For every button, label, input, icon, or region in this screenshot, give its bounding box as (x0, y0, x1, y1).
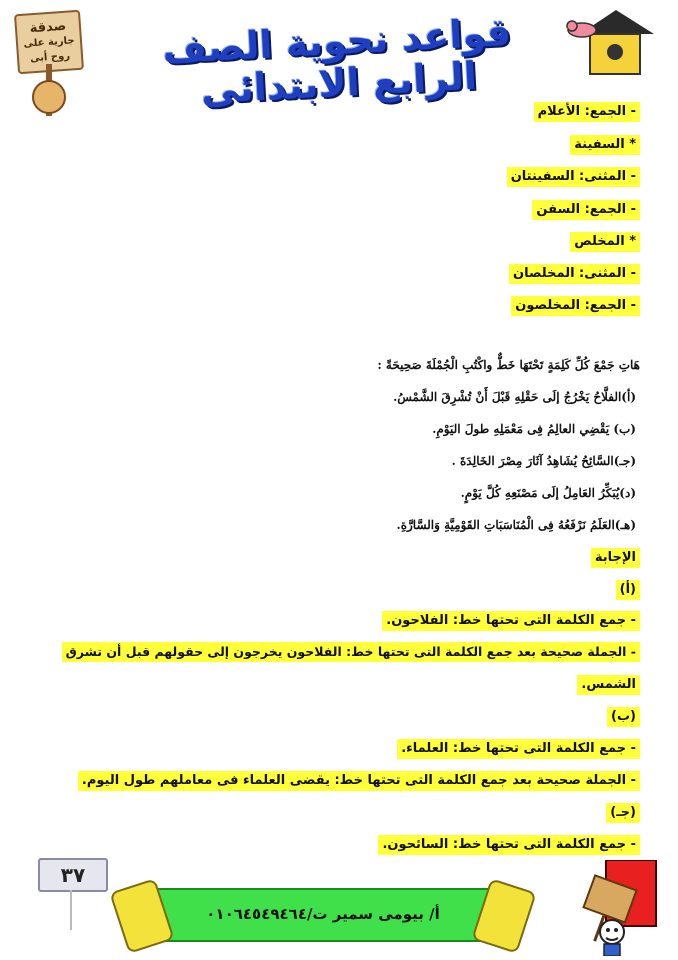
page-number-post (70, 890, 72, 930)
exercise-item: (أ)الفلَّاحُ يَخْرُجُ إلَى حَقْلِهِ قَبْلَ أَنْ تُشْرِقَ الشَّمْسُ. (393, 390, 636, 404)
title-line: قواعد نحوية الصف الرابع الابتدائى (161, 9, 513, 113)
page-number: ٣٧ (60, 863, 86, 887)
scroll-end-left (109, 878, 174, 954)
kid-with-sign-icon (582, 860, 662, 956)
exercise-item: (ب) يَقْضِي العالِمُ فِى مَعْمَلِهِ طولَ اليَوْمِ. (432, 422, 636, 436)
vocab-line: - الجمع: السفن (532, 200, 640, 220)
author-credit: أ/ بيومى سمير ت/٠١٠٦٤٥٤٩٤٦٤ (206, 905, 440, 923)
bear-icon (32, 80, 66, 114)
answer-label-b: (ب) (607, 707, 640, 727)
answer-line: - جمع الكلمة التى تحتها خط: السائحون. (378, 835, 640, 855)
author-banner (126, 888, 520, 942)
vocab-line: - الجمع: الأعلام (534, 102, 640, 122)
answer-heading: الإجابة (591, 548, 640, 568)
charity-sign-illustration (10, 6, 90, 116)
sign-line-2: جارية على (23, 34, 75, 50)
birdhouse-icon (566, 8, 656, 78)
sign-line-1: صدقة (29, 18, 67, 36)
vocab-line: - المثنى: السفينتان (507, 167, 640, 187)
vocab-line: * المخلص (570, 232, 640, 252)
exercise-instruction: هَاتِ جَمْعَ كُلِّ كَلِمَةٍ تَحْتَهَا خَطٌّ واكْتُبِ الْجُمْلَةَ صَحِيحَةً : (377, 358, 640, 372)
sign-line-3: روح أبى (29, 50, 71, 64)
answer-line: - الجملة صحيحة بعد جمع الكلمة التى تحتها خط: يقضى العلماء فى معاملهم طول اليوم. (78, 771, 640, 791)
answer-label-a: (أ) (616, 580, 640, 600)
answer-line: - جمع الكلمة التى تحتها خط: الفلاحون. (382, 611, 640, 631)
vocab-line: - الجمع: المخلصون (511, 296, 640, 316)
answer-label-c: (جـ) (606, 803, 640, 823)
exercise-item: (د)يُبَكِّرُ العَامِلُ إلَى مَصْنَعِهِ كُلَّ يَوْمٍ. (460, 486, 636, 500)
exercise-item: (جـ)السَّائِحُ يُشَاهِدُ آثَارَ مِصْرَ الخَالِدَةَ . (451, 454, 636, 468)
answer-line: - جمع الكلمة التى تحتها خط: العلماء. (397, 739, 640, 759)
answer-line-continued: الشمس. (577, 675, 640, 695)
page-title (116, 9, 560, 122)
vocab-line: * السفينة (570, 135, 640, 155)
page-number-badge (38, 858, 108, 892)
exercise-item: (هـ)العَلَمُ نَرْفَعُهُ فِى الْمُنَاسَبَاتِ القَوْمِيَّةِ وَالسَّارَّةِ. (396, 518, 636, 532)
scroll-end-right (471, 878, 536, 954)
vocab-line: - المثنى: المخلصان (509, 264, 640, 284)
answer-line: - الجملة صحيحة بعد جمع الكلمة التى تحتها خط: الفلاحون يخرجون إلى حقولهم قبل أن تشرق (62, 642, 640, 662)
